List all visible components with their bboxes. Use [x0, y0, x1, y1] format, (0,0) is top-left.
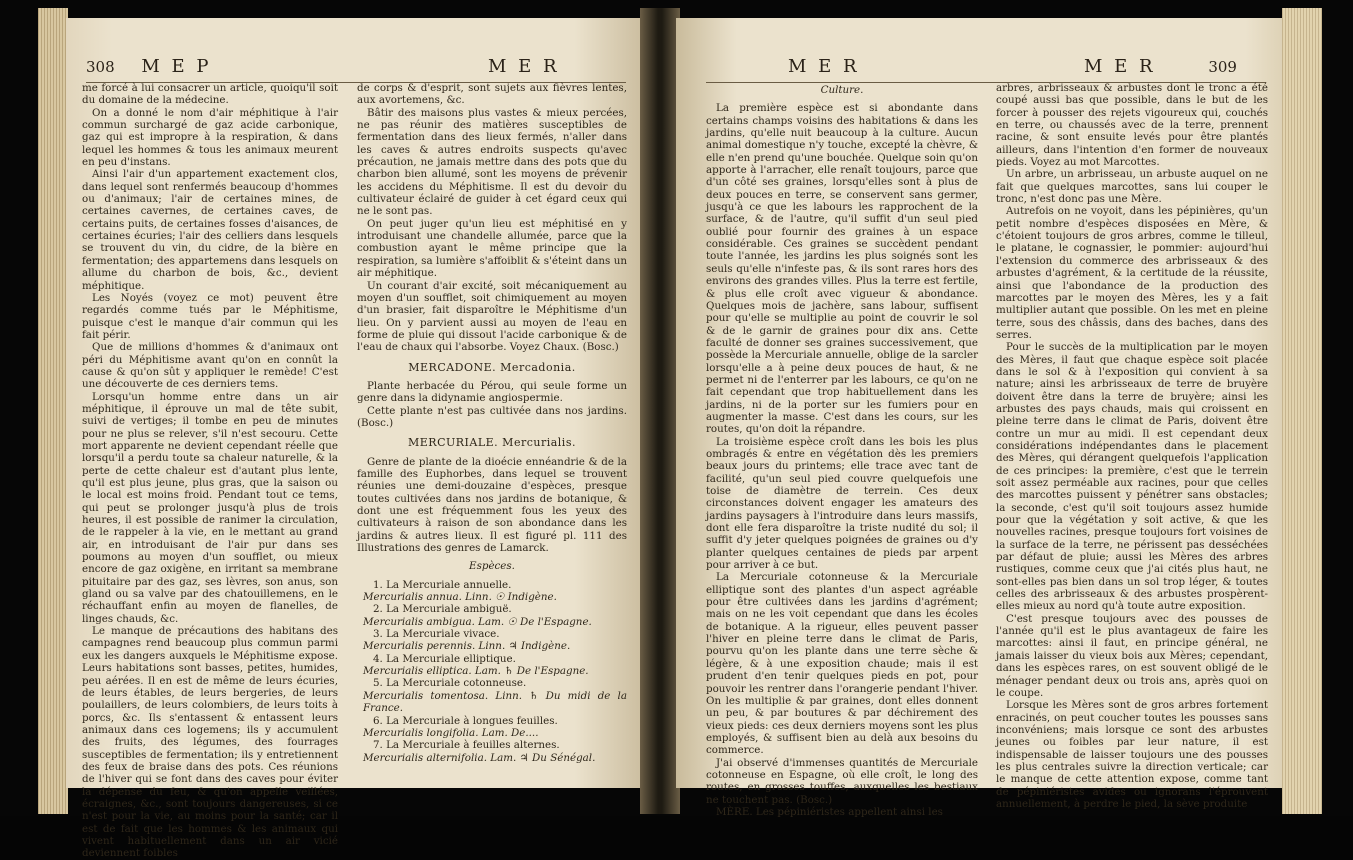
paragraph: Bâtir des maisons plus vastes & mieux percées, ne pas réunir des matières susceptibles de fermentation dans des lieux fermés, n'aller dans les caves & autres endroits suspects qu'avec précaution, ne jamais mettre dans des pots que du charbon bien allumé, sont les moyens de prévenir les accidens du Méphitisme. Il est du devoir du cultivateur éclairé de guider à cet égard ceux qui ne le sont pas. — [357, 106, 627, 218]
right-column-2 — [996, 82, 1268, 810]
paragraph: C'est presque toujours avec des pousses de l'année qu'il est le plus avantageux de faire les marcottes: ainsi il faut, en principe général, ne jamais laisser du vieux bois aux Mères; cependant, dans les espèces rares, on est souvent obligé de le ménager pendant deux ou trois ans, après quoi on le coupe. — [996, 612, 1268, 699]
entry-heading-mercadone: MERCADONE. Mercadonia. — [408, 360, 576, 374]
book-gutter — [640, 8, 680, 814]
left-page-header — [86, 56, 212, 77]
paragraph: Genre de plante de la dioécie ennéandrie & de la famille des Euphorbes, dans lequel se trouvent réunies une demi-douzaine d'espèces, presque toutes cultivées dans nos jardins de botanique, & dont une est fréquemment fous les yeux des cultivateurs à raison de son abondance dans les jardins & autres lieux. Il est figuré pl. 111 des Illustrations des genres de Lamarck. — [357, 455, 627, 555]
right-running-head: M E R — [1084, 56, 1156, 77]
section-title-culture: Culture. — [820, 84, 864, 96]
paragraph: On peut juger qu'un lieu est méphitisé en y introduisant une chandelle allumée, parce que la combustion ayant le même principe que la respiration, sa lumière s'affoiblit & s'éteint dans un air méphitique. — [357, 217, 627, 280]
paragraph: J'ai observé d'immenses quantités de Mercuriale cotonneuse en Espagne, où elle croît, le long des routes, en grosses touffes, auxquelles les bestiaux ne touchent pas. (Bosc.) — [706, 756, 978, 806]
right-page-number: 309 — [1208, 58, 1237, 76]
paragraph: Autrefois on ne voyoit, dans les pépinières, qu'un petit nombre d'espèces disposées en Mère, & c'étoient toujours de gros arbres, comme le tilleul, le platane, le cognassier, le pommier: aujourd'hui l'extension du commerce des arbrisseaux & des arbustes d'agrément, & la certitude de la réussite, ainsi que l'abondance de la production des marcottes par le moyen des Mères, les y a fait multiplier autant que possible. On les met en pleine terre, sous des châssis, dans des baches, dans des serres. — [996, 205, 1268, 341]
species-name: 3. La Mercuriale vivace. — [373, 628, 500, 641]
right-page-edges — [1282, 8, 1322, 814]
paragraph: Plante herbacée du Pérou, qui seule forme un genre dans la didynamie angiospermie. — [357, 379, 627, 405]
left-page — [66, 18, 644, 860]
entry-heading-mercuriale: MERCURIALE. Mercurialis. — [408, 436, 576, 450]
species-latin: Mercurialis longifolia. Lam. De.... — [363, 726, 539, 739]
paragraph: Pour le succès de la multiplication par le moyen des Mères, il faut que chaque espèce soit placée dans le sol & à l'exposition qui convient à sa nature; ainsi les arbrisseaux de terre de bruyère doivent être dans la terre de bruyère; ainsi les arbustes des pays chauds, mais qui croissent en pleine terre dans le climat de Paris, doivent être contre un mur au midi. Il est cependant deux considérations indépendantes dans le placement des Mères, qui dérangent quelquefois l'application de ces principes: la première, c'est que le terrein soit assez perméable aux racines, pour que celles des marcottes puissent y pénétrer sans obstacles; la seconde, c'est qu'il soit toujours assez humide pour que la végétation y soit active, & que les nouvelles racines, presque toujours fort voisines de la surface de la terre, ne périssent pas desséchées par défaut de pluie; aussi les Mères des arbres rustiques, comme ceux que j'ai cités plus haut, ne sont-elles pas bien dans un sol trop léger, & toutes celles des arbrisseaux & des arbustes prospèrent-elles mieux au nord qu'à toute autre exposition. — [996, 341, 1268, 613]
species-latin: Mercurialis annua. Linn. ☉ Indigène. — [363, 591, 557, 604]
paragraph: Un courant d'air excité, soit mécaniquement au moyen d'un soufflet, soit chimiquement au moyen d'un brasier, fait disparoître le Méphitisme d'un lieu. On y parvient aussi au moyen de l'eau en forme de pluie qui dissout l'acide carbonique & de l'eau de chaux qui l'absorbe. Voyez Chaux. (Bosc.) — [357, 279, 627, 354]
right-column-1 — [706, 82, 978, 818]
paragraph: de corps & d'esprit, sont sujets aux fièvres lentes, aux avortemens, &c. — [357, 82, 627, 107]
species-latin: Mercurialis elliptica. Lam. ♄ De l'Espagne. — [363, 665, 589, 678]
paragraph: MÈRE. Les pépiniéristes appellent ainsi les — [716, 805, 943, 818]
right-page-header — [1084, 56, 1237, 77]
species-latin: Mercurialis ambigua. Lam. ☉ De l'Espagne. — [363, 615, 592, 628]
right-running-head-left: M E R — [788, 56, 860, 77]
paragraph: Que de millions d'hommes & d'animaux ont péri du Méphitisme avant qu'on en connût la cause & qu'on sût y appliquer le remède! C'est une découverte de ces derniers tems. — [82, 341, 338, 391]
paragraph: Les Noyés (voyez ce mot) peuvent être regardés comme tués par le Méphitisme, puisque c'est le manque d'air commun qui les fait périr. — [82, 291, 338, 341]
paragraph: La Mercuriale cotonneuse & la Mercuriale elliptique sont des plantes d'un aspect agréable pour être cultivées dans les jardins d'agrément; mais on ne les voit cependant que dans les écoles de botanique. A la rigueur, elles peuvent passer l'hiver en pleine terre dans le climat de Paris, pourvu qu'on les plante dans une terre sèche & légère, & à une exposition chaude; mais il est prudent d'en tenir quelques pieds en pot, pour pouvoir les rentrer dans l'orangerie pendant l'hiver. On les multiplie & par graines, dont elles donnent un peu, & par boutures & par déchirement des vieux pieds: ces deux derniers moyens sont les plus employés, & suffisent bien au delà aux besoins du commerce. — [706, 571, 978, 757]
species-name: 5. La Mercuriale cotonneuse. — [373, 677, 527, 690]
species-latin: Mercurialis perennis. Linn. ♃ Indigène. — [363, 640, 571, 653]
paragraph: La première espèce est si abondante dans certains champs voisins des habitations & dans les jardins, qu'elle nuit beaucoup à la culture. Aucun animal domestique n'y touche, excepté la chèvre, & elle n'en prend qu'une bouchée. Quelque soin qu'on apporte à l'arracher, elle renaît toujours, parce que d'un côté ses graines, lorsqu'elles sont à plus de deux pouces en terre, se conservent sans germer, jusqu'à ce que les labours les rapprochent de la surface, & de l'autre, qu'il suffit d'un seul pied oublié pour fournir des graines à un espace considérable. Ces graines se succèdent pendant toute l'année, les jardins les plus soignés sont les seuls qu'elle n'infeste pas, & ils sont rares hors des environs des grandes villes. Plus la terre est fertile, & plus elle croît avec vigueur & abondance. Quelques mois de jachère, sans labour, suffisent pour qu'elle se multiplie au point de couvrir le sol & de le garnir de graines pour dix ans. Cette faculté de donner ses graines successivement, que possède la Mercuriale annuelle, oblige de la sarcler lorsqu'elle a à peine deux pouces de haut, & ne permet ni de l'enterrer par les labours, ce qu'on ne fait cependant que trop habituellement dans les jardins, ni de la porter sur les fumiers pour en augmenter la masse. C'est dans les cours, sur les routes, qu'on doit la répandre. — [706, 102, 978, 436]
species-name: 6. La Mercuriale à longues feuilles. — [373, 714, 558, 727]
left-running-head-right: M E R — [488, 56, 560, 77]
left-column-2 — [357, 82, 627, 786]
paragraph: me forcé à lui consacrer un article, quoiqu'il soit du domaine de la médecine. — [82, 82, 338, 107]
paragraph: Le manque de précautions des habitans des campagnes rend beaucoup plus commun parmi eux les dangers auxquels le Méphitisme expose. Leurs habitations sont basses, petites, humides, peu aérées. Il en est de même de leurs écuries, de leurs étables, de leurs bergeries, de leurs poulaillers, de leurs colombiers, de leurs toits à porcs, &c. Ils s'entassent & entassent leurs animaux dans ces logemens; ils y accumulent des fruits, des légumes, des fourrages susceptibles de fermentation; ils y entretiennent des feux de braise dans des pots. Ces réunions de l'hiver qui se font dans des caves pour éviter la dépense du feu, & qu'on appelle veillées, écraignes, &c., sont toujours dangereuses, si ce n'est pour la vie, au moins pour la santé; car il est de fait que les hommes & les animaux qui vivent habituellement dans un air vicié deviennent foibles — [82, 625, 338, 860]
left-page-edges — [38, 8, 68, 814]
right-page — [676, 18, 1282, 818]
species-name: 4. La Mercuriale elliptique. — [373, 652, 516, 665]
species-name: 2. La Mercuriale ambiguë. — [373, 603, 512, 616]
species-latin: Mercurialis alternifolia. Lam. ♃ Du Sénégal. — [363, 751, 596, 764]
left-running-head: M E P — [141, 56, 212, 77]
paragraph: Un arbre, un arbrisseau, un arbuste auquel on ne fait que quelques marcottes, sans lui couper le tronc, n'est donc pas une Mère. — [996, 168, 1268, 206]
paragraph: La troisième espèce croît dans les bois les plus ombragés & entre en végétation dès les premiers beaux jours du printems; elle trace avec tant de facilité, qu'un seul pied couvre quelquefois une toise de diamètre de terrein. Ces deux circonstances doivent engager les amateurs des jardins paysagers à l'introduire dans leurs massifs, dont elle fera disparoître la triste nudité du sol; il suffit d'y jeter quelques poignées de graines ou d'y planter quelques centaines de pieds par arpent pour arriver à ce but. — [706, 435, 978, 572]
left-page-number: 308 — [86, 58, 115, 76]
paragraph: On a donné le nom d'air méphitique à l'air commun surchargé de gaz acide carbonique, gaz qui est impropre à la respiration, & dans lequel les hommes & tous les animaux meurent en peu d'instans. — [82, 106, 338, 169]
species-subheading: Espèces. — [469, 560, 515, 573]
species-name: 7. La Mercuriale à feuilles alternes. — [373, 739, 560, 752]
paragraph: Lorsqu'un homme entre dans un air méphitique, il éprouve un mal de tête subit, suivi de vertiges; il tombe en peu de minutes pour ne plus se relever, s'il n'est secouru. Cette mort apparente ne devient cependant réelle que lorsqu'il a perdu toute sa chaleur naturelle, & la perte de cette chaleur est d'autant plus lente, qu'il est plus jeune, plus gras, que la saison ou le local est moins froid. Pendant tout ce tems, qui peut se prolonger jusqu'à plus de trois heures, il est possible de ranimer la circulation, de le rappeler à la vie, en le mettant au grand air, en introduisant de l'air pur dans ses poumons au moyen d'un soufflet, ou mieux encore de gaz oxigène, en irritant sa membrane pituitaire par des gaz, ses lèvres, son anus, son gland ou sa valve par des chatouillemens, en le réchauffant enfin au moyen de flanelles, de linges chauds, &c. — [82, 390, 338, 625]
species-name: 1. La Mercuriale annuelle. — [373, 578, 512, 591]
paragraph: arbres, arbrisseaux & arbustes dont le tronc a été coupé aussi bas que possible, dans le but de les forcer à pousser des rejets vigoureux qui, couchés en terre, ou chaussés avec de la terre, prennent racine, & sont ensuite levés pour être plantés ailleurs, dans l'intention d'en former de nouveaux pieds. Voyez au mot Marcottes. — [996, 82, 1268, 169]
left-column-1 — [82, 82, 338, 860]
paragraph: Ainsi l'air d'un appartement exactement clos, dans lequel sont renfermés beaucoup d'hommes ou d'animaux; l'air de certaines mines, de certaines cavernes, de certaines caves, de certains puits, de certaines fosses d'aisances, de certaines écuries; l'air des celliers dans lesquels se trouvent du vin, du cidre, de la bière en fermentation; des appartemens dans lesquels on allume du charbon de bois, &c., devient méphitique. — [82, 168, 338, 292]
paragraph: Cette plante n'est pas cultivée dans nos jardins. (Bosc.) — [357, 404, 627, 429]
paragraph: Lorsque les Mères sont de gros arbres fortement enracinés, on peut coucher toutes les pousses sans inconvéniens; mais lorsque ce sont des arbustes jeunes ou foibles par leur nature, il est indispensable de laisser toujours une des pousses les plus centrales suivre la direction verticale; car le manque de cette attention expose, comme tant de pépiniéristes avides ou ignorans l'éprouvent annuellement, à perdre le pied, la sève produite — [996, 699, 1268, 810]
species-latin: Mercurialis tomentosa. Linn. ♄ Du midi de la France. — [363, 689, 627, 715]
